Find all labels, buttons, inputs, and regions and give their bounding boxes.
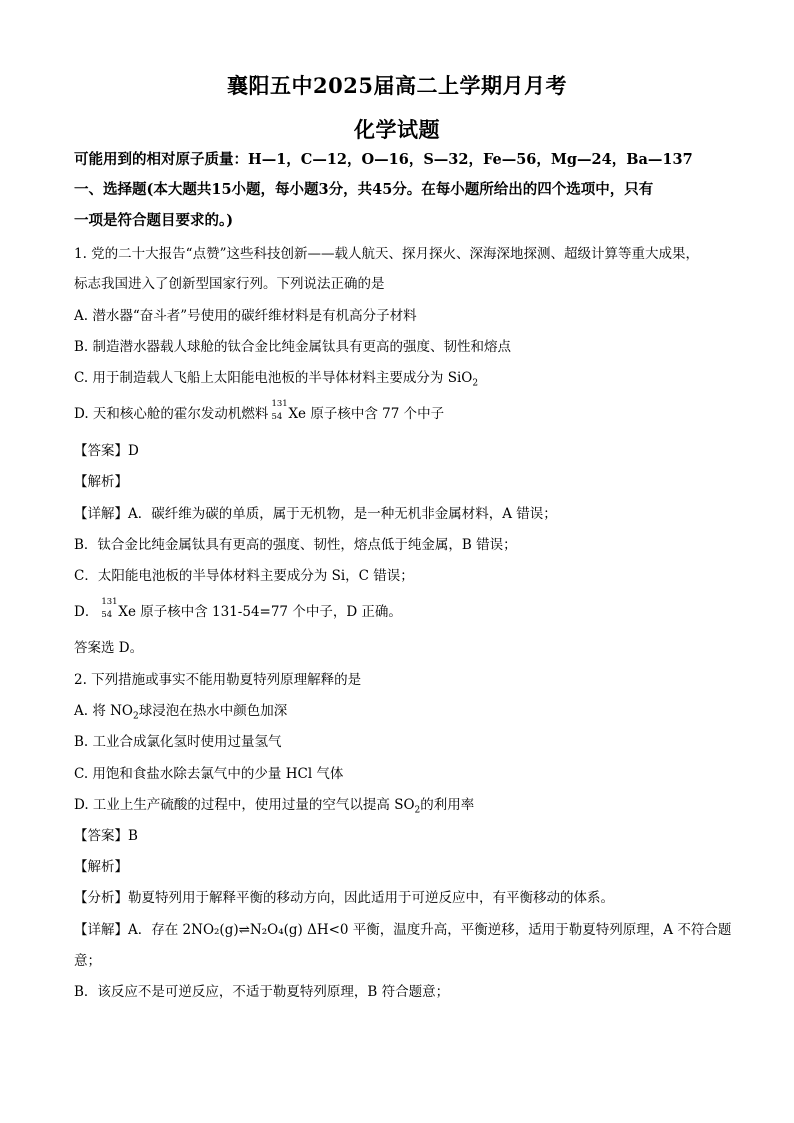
- q2-option-d-post: 的利用率: [420, 797, 475, 813]
- q1-detail-a: 【详解】A．碳纤维为碳的单质，属于无机物，是一种无机非金属材料，A 错误；: [74, 506, 557, 522]
- nuclide-symbol: Xe: [288, 406, 307, 422]
- q1-stem-line2: 标志我国进入了创新型国家行列。下列说法正确的是: [74, 276, 385, 292]
- q1-option-d: [74, 399, 445, 424]
- nuclide-mass-2: 131: [101, 597, 118, 607]
- exam-subtitle: 化学试题: [354, 117, 440, 142]
- q2-fenxi: 【分析】勒夏特列用于解释平衡的移动方向，因此适用于可逆反应中，有平衡移动的体系。: [74, 890, 614, 906]
- q2-option-a-sub: 2: [133, 711, 139, 722]
- q1-stem-line1: 1. 党的二十大报告“点赞”这些科技创新——载人航天、探月探火、深海深地探测、超级计算等重大成果，: [74, 246, 699, 262]
- q2-stem: 2. 下列措施或事实不能用勒夏特列原理解释的是: [74, 672, 362, 688]
- q1-option-a: A. 潜水器“奋斗者”号使用的碳纤维材料是有机高分子材料: [74, 308, 417, 324]
- q1-detail-d-pre: D．: [74, 604, 99, 620]
- xe-nuclide: [268, 399, 288, 422]
- q1-detail-d: [74, 597, 402, 622]
- q1-option-d-pre: D. 天和核心舱的霍尔发动机燃料: [74, 406, 269, 422]
- q1-option-c-text: C. 用于制造载人飞船上太阳能电池板的半导体材料主要成分为 SiO: [74, 370, 473, 386]
- nuclide-number-2: 54: [101, 610, 113, 620]
- q1-option-d-post: 原子核中含 77 个中子: [310, 406, 445, 422]
- q2-detail-a-line1: 【详解】A．存在 2NO₂(g)⇌N₂O₄(g) ΔH<0 平衡，温度升高，平衡逆移，适用于勒夏特列原理，A 不符合题: [74, 922, 732, 938]
- q1-detail-d-post: 原子核中含 131-54=77 个中子，D 正确。: [140, 604, 402, 620]
- nuclide-number: 54: [271, 412, 283, 422]
- q2-analysis: 【解析】: [74, 859, 128, 875]
- q2-option-b: B. 工业合成氯化氢时使用过量氢气: [74, 734, 282, 750]
- q1-detail-b: B．钛合金比纯金属钛具有更高的强度、韧性，熔点低于纯金属，B 错误；: [74, 537, 517, 553]
- q1-option-c: [74, 368, 478, 394]
- q1-option-b: B. 制造潜水器载人球舱的钛合金比纯金属钛具有更高的强度、韧性和熔点: [74, 339, 512, 355]
- q2-detail-a-line2: 意；: [74, 953, 101, 969]
- q1-detail-c: C．太阳能电池板的半导体材料主要成分为 Si，C 错误；: [74, 568, 414, 584]
- nuclide-symbol-2: Xe: [118, 604, 136, 620]
- atomic-masses: 可能用到的相对原子质量：H—1，C—12，O—16，S—32，Fe—56，Mg—24，Ba—137: [74, 151, 693, 168]
- q1-answer: 【答案】D: [74, 443, 139, 459]
- q1-analysis: 【解析】: [74, 474, 128, 490]
- q2-detail-b: B．该反应不是可逆反应，不适于勒夏特列原理，B 符合题意；: [74, 984, 450, 1000]
- q2-option-d-sub: 2: [414, 805, 421, 816]
- q2-answer: 【答案】B: [74, 828, 138, 844]
- q2-option-a-pre: A. 将 NO: [74, 703, 134, 719]
- nuclide-mass: 131: [271, 399, 288, 409]
- q2-option-d-pre: D. 工业上生产硫酸的过程中，使用过量的空气以提高 SO: [74, 797, 415, 813]
- q2-option-d: [74, 795, 474, 821]
- q2-option-a: [74, 701, 287, 727]
- section-heading-line1: 一、选择题(本大题共15小题，每小题3分，共45分。在每小题所给出的四个选项中，只有: [74, 181, 654, 198]
- section-heading-line2: 一项是符合题目要求的。): [74, 212, 234, 229]
- q2-option-a-post: 球浸泡在热水中颜色加深: [138, 703, 288, 719]
- exam-title: 襄阳五中2025届高二上学期月月考: [227, 73, 567, 98]
- xe-nuclide-2: [98, 597, 118, 620]
- q1-choose: 答案选 D。: [74, 640, 144, 656]
- q2-option-c: C. 用饱和食盐水除去氯气中的少量 HCl 气体: [74, 766, 344, 782]
- q1-option-c-sub: 2: [472, 378, 479, 389]
